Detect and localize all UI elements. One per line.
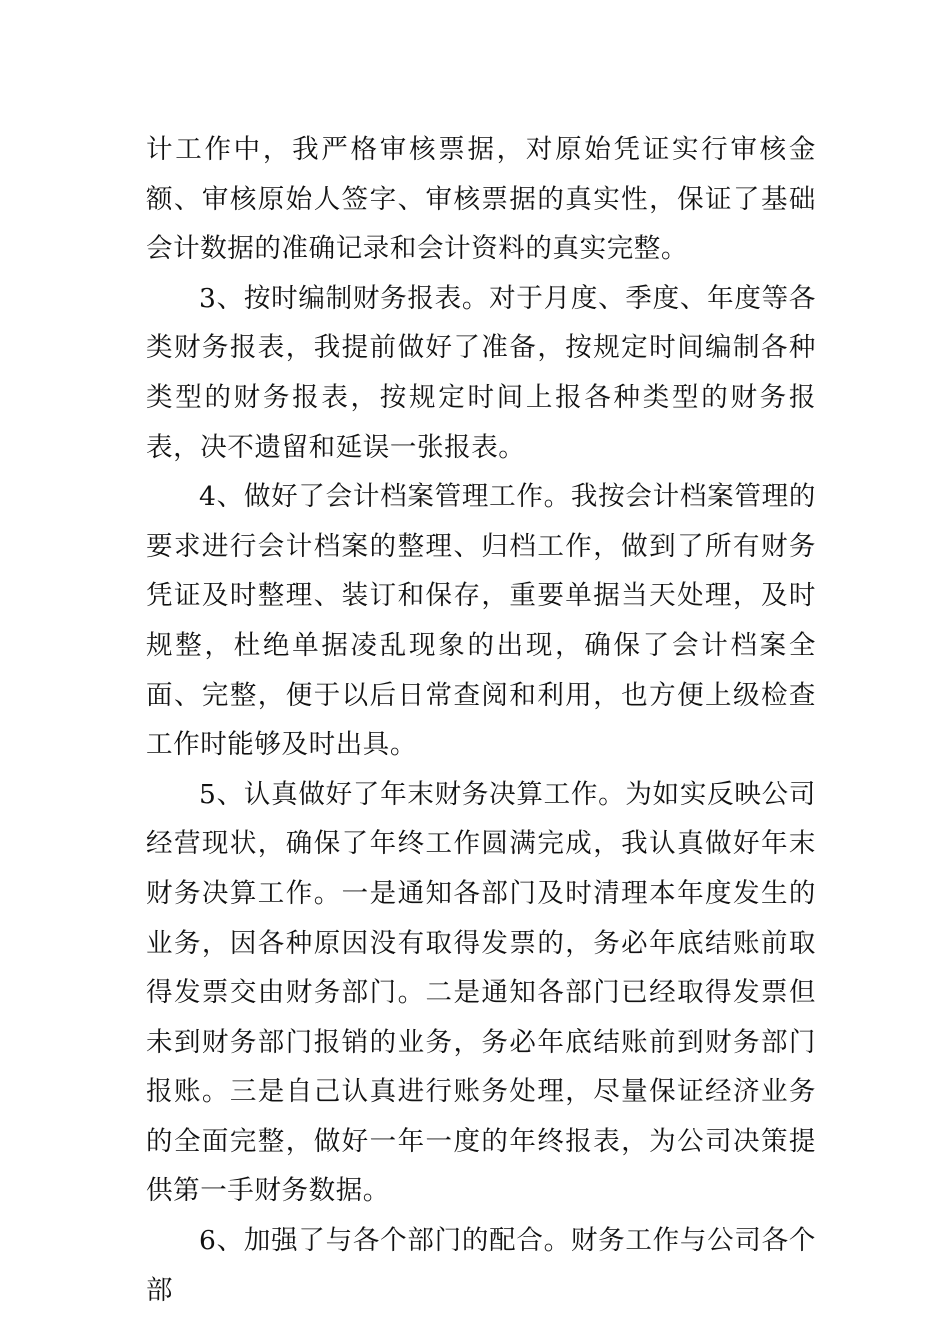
paragraph-item-4: 4、做好了会计档案管理工作。我按会计档案管理的要求进行会计档案的整理、归档工作，做到了所有财务凭证及时整理、装订和保存，重要单据当天处理，及时规整，杜绝单据凌乱现象的出现，确保了会计档案全面、完整，便于以后日常查阅和利用，也方便上级检查工作时能够及时出具。 bbox=[146, 481, 816, 761]
document-body bbox=[146, 125, 816, 1315]
paragraph-item-5: 5、认真做好了年末财务决算工作。为如实反映公司经营现状，确保了年终工作圆满完成，我认真做好年末财务决算工作。一是通知各部门及时清理本年度发生的业务，因各种原因没有取得发票的，务必年底结账前取得发票交由财务部门。二是通知各部门已经取得发票但未到财务部门报销的业务，务必年底结账前到财务部门报账。三是自己认真进行账务处理，尽量保证经济业务的全面完整，做好一年一度的年终报表，为公司决策提供第一手财务数据。 bbox=[146, 778, 816, 1207]
paragraph-item-3: 3、按时编制财务报表。对于月度、季度、年度等各类财务报表，我提前做好了准备，按规定时间编制各种类型的财务报表，按规定时间上报各种类型的财务报表，决不遗留和延误一张报表。 bbox=[146, 282, 816, 463]
paragraph-continuation: 计工作中，我严格审核票据，对原始凭证实行审核金额、审核原始人签字、审核票据的真实性，保证了基础会计数据的准确记录和会计资料的真实完整。 bbox=[146, 134, 816, 265]
paragraph-item-6: 6、加强了与各个部门的配合。财务工作与公司各个部 bbox=[146, 1225, 816, 1306]
